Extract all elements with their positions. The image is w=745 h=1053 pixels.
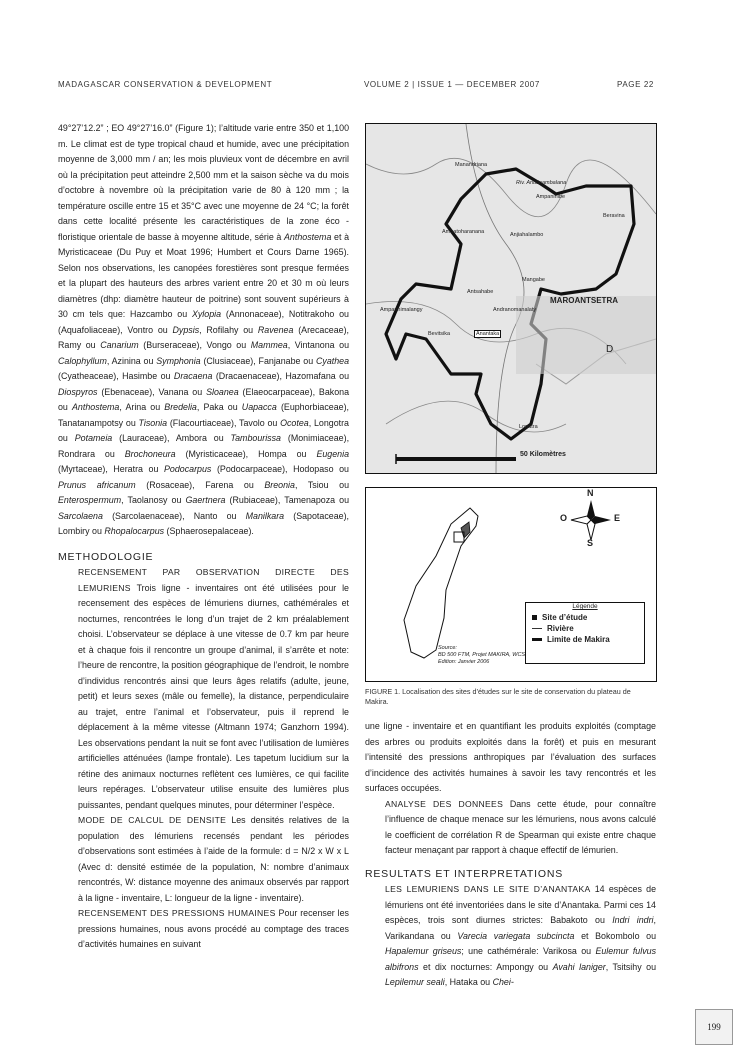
legend-site: Site d’étude (532, 613, 644, 622)
place-ambatoharanana: Ambatoharanana (442, 229, 485, 235)
census-paragraph: RECENSEMENT PAR OBSERVATION DIRECTE DES LEMURIENS Trois ligne - inventaires ont été utilisées pour le recensement des espèces de lémuriens diurnes, cathémérales et nocturnes, rencontrées le long d’un trajet de 2 km préalablement choisi. L’observateur se déplace à une vitesse de 0.7 km par heure et à chaque fois il rencontre un groupe d’animal, il s’arrête et note: l’heure de rencontre, la position géographique de l’endroit, le nombre d’individus rencontrés ainsi que leurs âges relatifs (adulte, jeune, petit) et leurs sexes (mâle ou femelle), la distance, perpendiculaire au trajet, entre l’animal et l’observateur, puis il reprend le déplacement à la même vitesse (Altmann 1974; Ganzhorn 1994). Les observations pendant la nuit se font avec l’utilisation de lumières artificielles atténuées (lampe frontale). Les tapetum lucidium sur la rétine des animaux nocturnes reflètent ces lumières, ce qui facilite leurs repérages. L’observateur utilise ensuite des lumières plus puissantes, pendant quelques minutes, pour déterminer l’espèce. (78, 567, 349, 810)
source-note: Source: BD 500 FTM, Projet MAKIRA, WCS Edition: Janvier 2006 (438, 645, 526, 665)
place-andranomanalaty: Andranomanalaty (493, 307, 537, 313)
makira-map (365, 123, 657, 474)
compass-o: O (560, 513, 568, 523)
left-column (58, 121, 349, 953)
issue-info: VOLUME 2 | ISSUE 1 — DECEMBER 2007 (364, 80, 540, 89)
place-antsahabe: Antsahabe (467, 289, 494, 295)
results-heading: RESULTATS ET INTERPRETATIONS (365, 867, 564, 880)
map-legend: Légende Site d’étude Rivière Limite de Makira (525, 602, 645, 664)
place-amparihimalangy: Amparihimalangy (380, 307, 423, 313)
place-maroantsetra: MAROANTSETRA (550, 296, 618, 305)
place-mangabe: Mangabe (522, 277, 545, 283)
map-d-label: D (606, 344, 614, 355)
density-paragraph: MODE DE CALCUL DE DENSITE Les densités relatives de la population des lémuriens recensés pendant les périodes d’observations sont estimées à l’aide de la formule: d = N/2 x W x L (Avec d: densité estimée de la population, N: nombre d’animaux rencontrés, W: distance moyenne des animaux observés par rapport à la ligne - inventaire, L: longueur de la ligne - inventaire). (78, 815, 349, 903)
place-river: Riv. Antainambalana (516, 180, 567, 186)
journal-title: MADAGASCAR CONSERVATION & DEVELOPMENT (58, 80, 273, 89)
pressure-continued: une ligne - inventaire et en quantifiant les produits exploités (comptage des arbres ou produits exploités dans la forêt) et puis en mesurant l’intensité des pressions anthropiques par l’évaluation des surfaces d’incidence des activités humaines à savoir les tavy rencontrés et les surfaces occupées. (365, 721, 656, 793)
place-beravina: Beravina (603, 213, 625, 219)
lemurs-paragraph: LES LEMURIENS DANS LE SITE D’ANANTAKA 14 espèces de lémuriens ont été inventoriées dans le site d’Anantaka. Parmi ces 14 espèces, trois sont diurnes strictes: Babakoto ou Indri indri, Varikandana ou Varecia variegata subcincta et Bokombolo ou Hapalemur griseus; une cathémérale: Varikosa ou Eulemur fulvus albifrons et dix nocturnes: Ampongy ou Avahi laniger, Tsitsihy ou Lepilemur seali, Hataka ou Chei- (385, 884, 657, 987)
page-label: PAGE 22 (617, 80, 654, 89)
legend-river: Rivière (532, 624, 644, 633)
compass-e: E (614, 513, 621, 523)
site-anantaka: Anantaka (476, 331, 500, 337)
scale-bar-label: 50 Kilomètres (520, 451, 566, 458)
page-number: 199 (695, 1009, 733, 1045)
right-column (365, 719, 656, 991)
place-lonatra: Lonatra (519, 424, 538, 430)
analysis-paragraph: ANALYSE DES DONNEES Dans cette étude, pour connaître l’influence de chaque menace sur les lémuriens, nous avons calculé le coefficient de corrélation R de Spearman qui existe entre chaque facteur menaçant par rapport à chaque effectif de lémurien. (385, 798, 657, 855)
methodology-heading: METHODOLOGIE (58, 550, 154, 563)
compass-s: S (587, 538, 594, 548)
legend-limit: Limite de Makira (532, 635, 644, 644)
habitat-paragraph: 49°27’12.2” ; EO 49°27’16.0” (Figure 1); l’altitude varie entre 350 et 1,100 m. Le climat est de type tropical chaud et humide, avec une précipitation moyenne de 3,000 mm / an; les mois pluvieux vont de décembre en avril où la précipitation peut atteindre 2,500 mm et la saison sèche va du mois d’octobre à novembre où la précipitation varie de 80 à 120 mm ; la température oscille entre 15 et 35°C avec une moyenne de 24 °C; la forêt dans cette localité présente les caractéristiques de la zone éco - floristique orientale de basse à moyenne altitude, série à Anthostema et à Myristicaceae (Du Puy et Moat 1996; Humbert et Cours Darne 1965). Selon nos observations, les canopées forestières sont presque fermées et la plupart des hauteurs des arbres varient entre 20 et 30 m où leurs diamètres (dhp: diamètre hauteur de poitrine) sont souvent supérieurs à 30 cm tels que: Hazcambo ou Xylopia (Annonaceae), Notitrakoho ou (Aquafoliaceae), Vontro ou Dypsis, Rofilahy ou Ravenea (Arecaceae), Ramy ou Canarium (Burseraceae), Vongo ou Mammea, Vintanona ou Calophyllum, Azinina ou Symphonia (Clusiaceae), Fanjanabe ou Cyathea (Cyatheaceae), Hasimbe ou Dracaena (Dracaenaceae), Hazomafana ou Diospyros (Ebenaceae), Vanana ou Sloanea (Elaeocarpaceae), Bakona ou Anthostema, Arina ou Bredelia, Paka ou Uapacca (Euphorbiaceae), Tanatanampotsy ou Tisonia (Flacourtiaceae), Tavolo ou Ocotea, Longotra ou Potameia (Lauraceae), Ambora ou Tambourissa (Monimiaceae), Rondrara ou Brochoneura (Myristicaceae), Hompa ou Eugenia (Myrtaceae), Heratra ou Podocarpus (Podocarpaceae), Hodopaso ou Prunus africanum (Rosaceae), Farena ou Breonia, Tsiou ou Enterospermum, Taolanosy ou Gaertnera (Rubiaceae), Tamenapoza ou Sarcolaena (Sarcolaenaceae), Nanto ou Manilkara (Sapotaceae), Lombiry ou Rhopalocarpus (Sphaerosepalaceae). (58, 123, 350, 536)
pressure-paragraph: RECENSEMENT DES PRESSIONS HUMAINES Pour recenser les pressions humaines, nous avons procédé au comptage des traces d’activités humaines en suivant (78, 908, 349, 949)
place-ampanihibe: Ampanihibe (536, 194, 566, 200)
place-manandriana: Manandriana (455, 162, 488, 168)
place-bevitsika: Bevitsika (428, 331, 451, 337)
place-anjiahalambo: Anjiahalambo (510, 232, 544, 238)
figure-caption: FIGURE 1. Localisation des sites d’études sur le site de conservation du plateau de Makira. (365, 687, 631, 706)
compass-n: N (587, 488, 594, 498)
